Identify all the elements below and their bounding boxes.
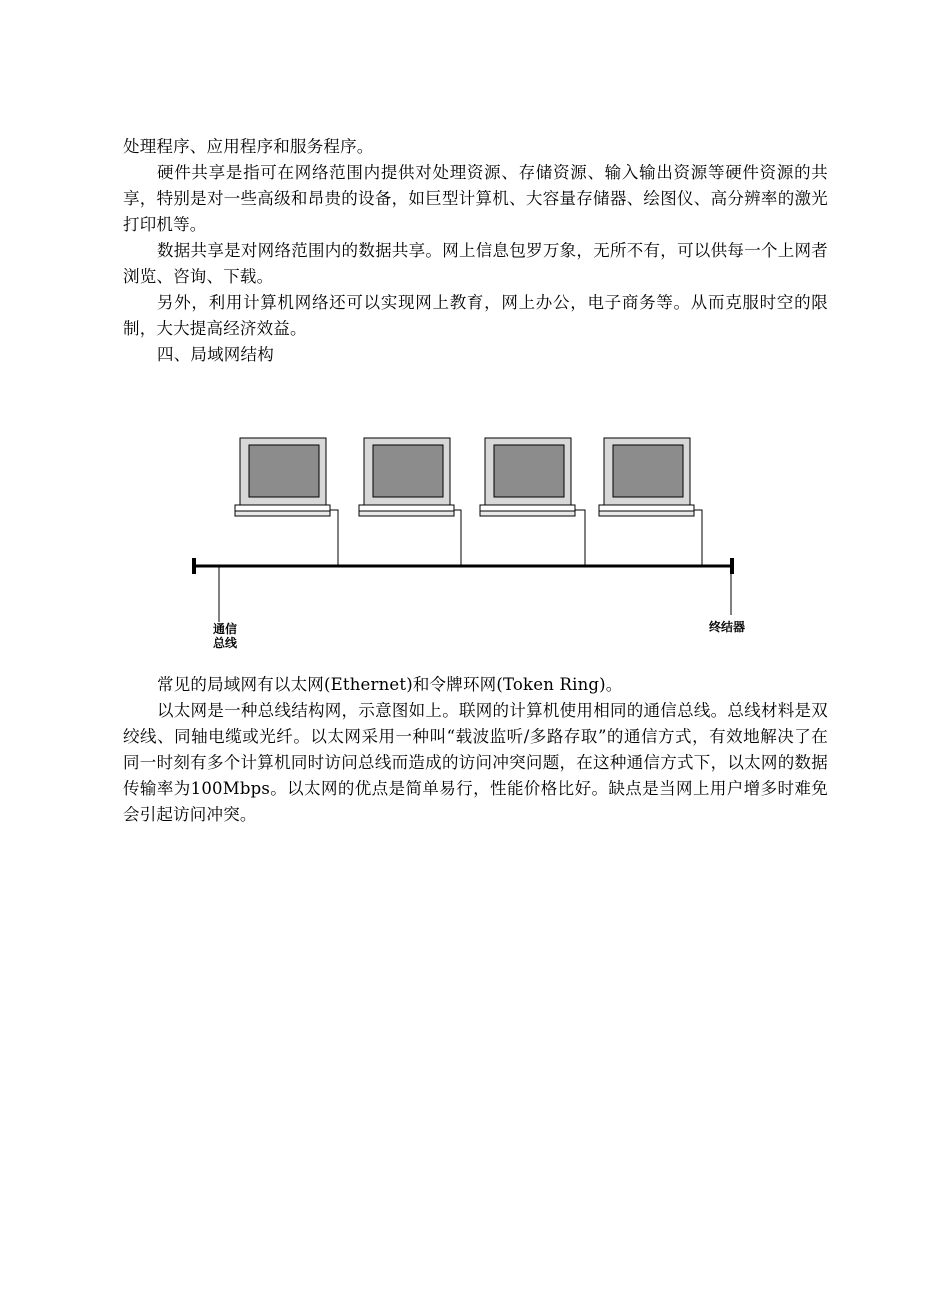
computer-4 xyxy=(599,438,702,566)
hardware-sharing-paragraph: 硬件共享是指可在网络范围内提供对处理资源、存储资源、输入输出资源等硬件资源的共享，特别是对一些高级和昂贵的设备，如巨型计算机、大容量存储器、绘图仪、高分辨率的激光打印机等。 xyxy=(123,163,828,234)
section-heading: 四、局域网结构 xyxy=(157,345,274,364)
computer-1 xyxy=(235,438,338,566)
bus-label-line2: 总线 xyxy=(213,636,238,650)
computer-3 xyxy=(480,438,585,566)
common-lan-paragraph: 常见的局域网有以太网(Ethernet)和令牌环网(Token Ring)。 xyxy=(157,675,623,694)
intro-section xyxy=(123,134,828,368)
ethernet-paragraph: 以太网是一种总线结构网，示意图如上。联网的计算机使用相同的通信总线。总线材料是双绞线、同轴电缆或光纤。以太网采用一种叫“载波监听/多路存取”的通信方式，有效地解决了在同一时刻有多个计算机同时访问总线而造成的访问冲突问题，在这种通信方式下，以太网的数据传输率为100Mbps。以太网的优点是简单易行，性能价格比好。缺点是当网上用户增多时难免会引起访问冲突。 xyxy=(123,701,828,824)
computer-2 xyxy=(359,438,461,566)
other-uses-paragraph: 另外，利用计算机网络还可以实现网上教育，网上办公，电子商务等。从而克服时空的限制，大大提高经济效益。 xyxy=(123,293,828,338)
data-sharing-paragraph: 数据共享是对网络范围内的数据共享。网上信息包罗万象，无所不有，可以供每一个上网者浏览、咨询、下载。 xyxy=(123,241,828,286)
lan-bus-diagram xyxy=(180,425,760,660)
intro-continuation: 处理程序、应用程序和服务程序。 xyxy=(123,137,374,156)
terminator-label: 终结器 xyxy=(709,620,746,634)
ethernet-section xyxy=(123,672,828,828)
bus-label-line1: 通信 xyxy=(213,622,238,636)
